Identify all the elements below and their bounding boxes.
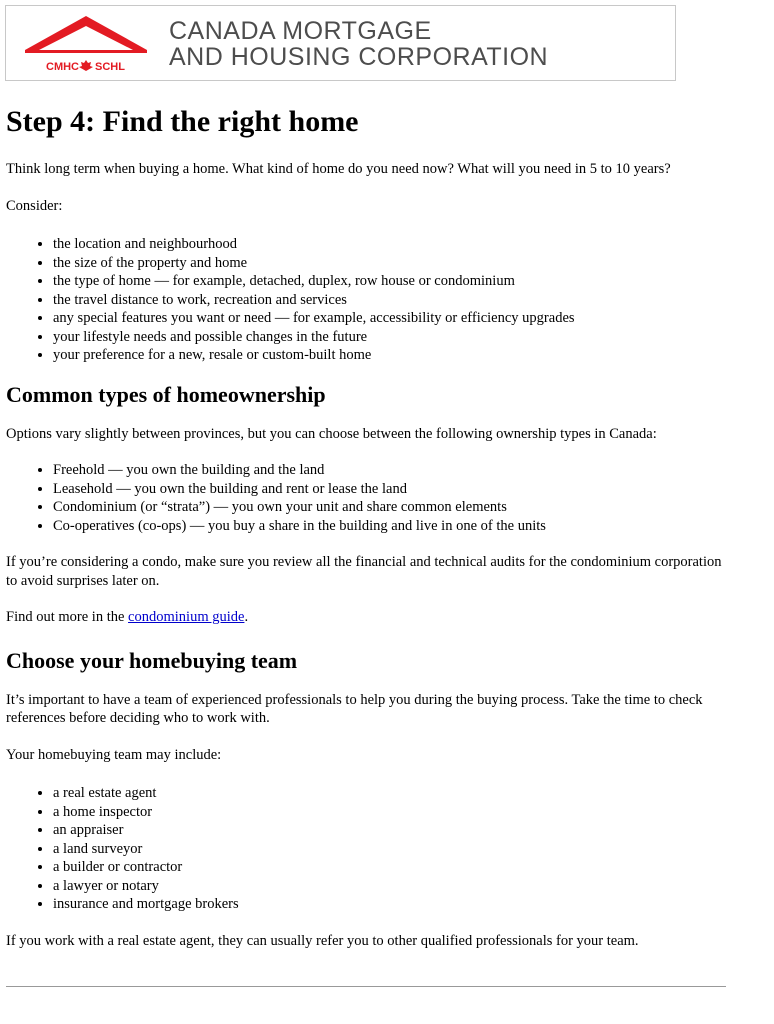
org-name-line-1: CANADA MORTGAGE bbox=[169, 17, 432, 45]
list-item: • the size of the property and home bbox=[53, 254, 726, 273]
page-title: Step 4: Find the right home bbox=[6, 105, 359, 138]
list-item: • a land surveyor bbox=[53, 840, 726, 859]
team-intro: It’s important to have a team of experienced professionals to help you during the buying process. Take the time to check references before deciding who to work with. bbox=[6, 691, 703, 726]
org-name-line-2: AND HOUSING CORPORATION bbox=[169, 43, 549, 71]
header-banner bbox=[5, 5, 676, 81]
list-item: • Co-operatives (co-ops) — you buy a share in the building and live in one of the units bbox=[53, 517, 726, 536]
ownership-heading: Common types of homeownership bbox=[6, 381, 326, 407]
consider-list bbox=[6, 235, 726, 365]
list-item: • a home inspector bbox=[53, 803, 726, 822]
condo-note: If you’re considering a condo, make sure you review all the financial and technical audits for the condominium corporation to avoid surprises later on. bbox=[6, 554, 722, 589]
list-item: • a real estate agent bbox=[53, 784, 726, 803]
ownership-intro: Options vary slightly between provinces, but you can choose between the following ownership types in Canada: bbox=[6, 425, 657, 442]
closing-paragraph: If you work with a real estate agent, they can usually refer you to other qualified professionals for your team. bbox=[6, 932, 639, 949]
svg-text:SCHL: SCHL bbox=[95, 61, 125, 73]
list-item: • Condominium (or “strata”) — you own your unit and share common elements bbox=[53, 498, 726, 517]
condominium-guide-link[interactable]: condominium guide bbox=[128, 609, 245, 625]
svg-text:CMHC: CMHC bbox=[46, 61, 79, 73]
list-item: • your lifestyle needs and possible changes in the future bbox=[53, 328, 726, 347]
footer-divider bbox=[6, 986, 726, 987]
list-item: • the travel distance to work, recreation and services bbox=[53, 291, 726, 310]
list-item: • your preference for a new, resale or custom-built home bbox=[53, 346, 726, 365]
find-more-prefix: Find out more in the bbox=[6, 609, 129, 625]
list-item: • Freehold — you own the building and the land bbox=[53, 461, 726, 480]
main-content bbox=[6, 102, 726, 968]
list-item: • Leasehold — you own the building and rent or lease the land bbox=[53, 480, 726, 499]
list-item: • a lawyer or notary bbox=[53, 877, 726, 896]
intro-paragraph: Think long term when buying a home. What kind of home do you need now? What will you need in 5 to 10 years? bbox=[6, 161, 671, 177]
list-item: • insurance and mortgage brokers bbox=[53, 895, 726, 914]
list-item: • any special features you want or need — for example, accessibility or efficiency upgrades bbox=[53, 309, 726, 328]
list-item: • the type of home — for example, detached, duplex, row house or condominium bbox=[53, 272, 726, 291]
cmhc-logo bbox=[21, 12, 151, 74]
organization-name bbox=[169, 18, 548, 70]
team-list bbox=[6, 784, 726, 914]
ownership-list bbox=[6, 461, 726, 535]
consider-label: Consider: bbox=[6, 197, 63, 214]
list-item: • a builder or contractor bbox=[53, 858, 726, 877]
list-item: • the location and neighbourhood bbox=[53, 235, 726, 254]
team-list-label: Your homebuying team may include: bbox=[6, 746, 222, 763]
team-heading: Choose your homebuying team bbox=[6, 647, 298, 673]
find-more-suffix: . bbox=[244, 609, 249, 625]
find-more-paragraph bbox=[6, 608, 726, 627]
list-item: • an appraiser bbox=[53, 821, 726, 840]
